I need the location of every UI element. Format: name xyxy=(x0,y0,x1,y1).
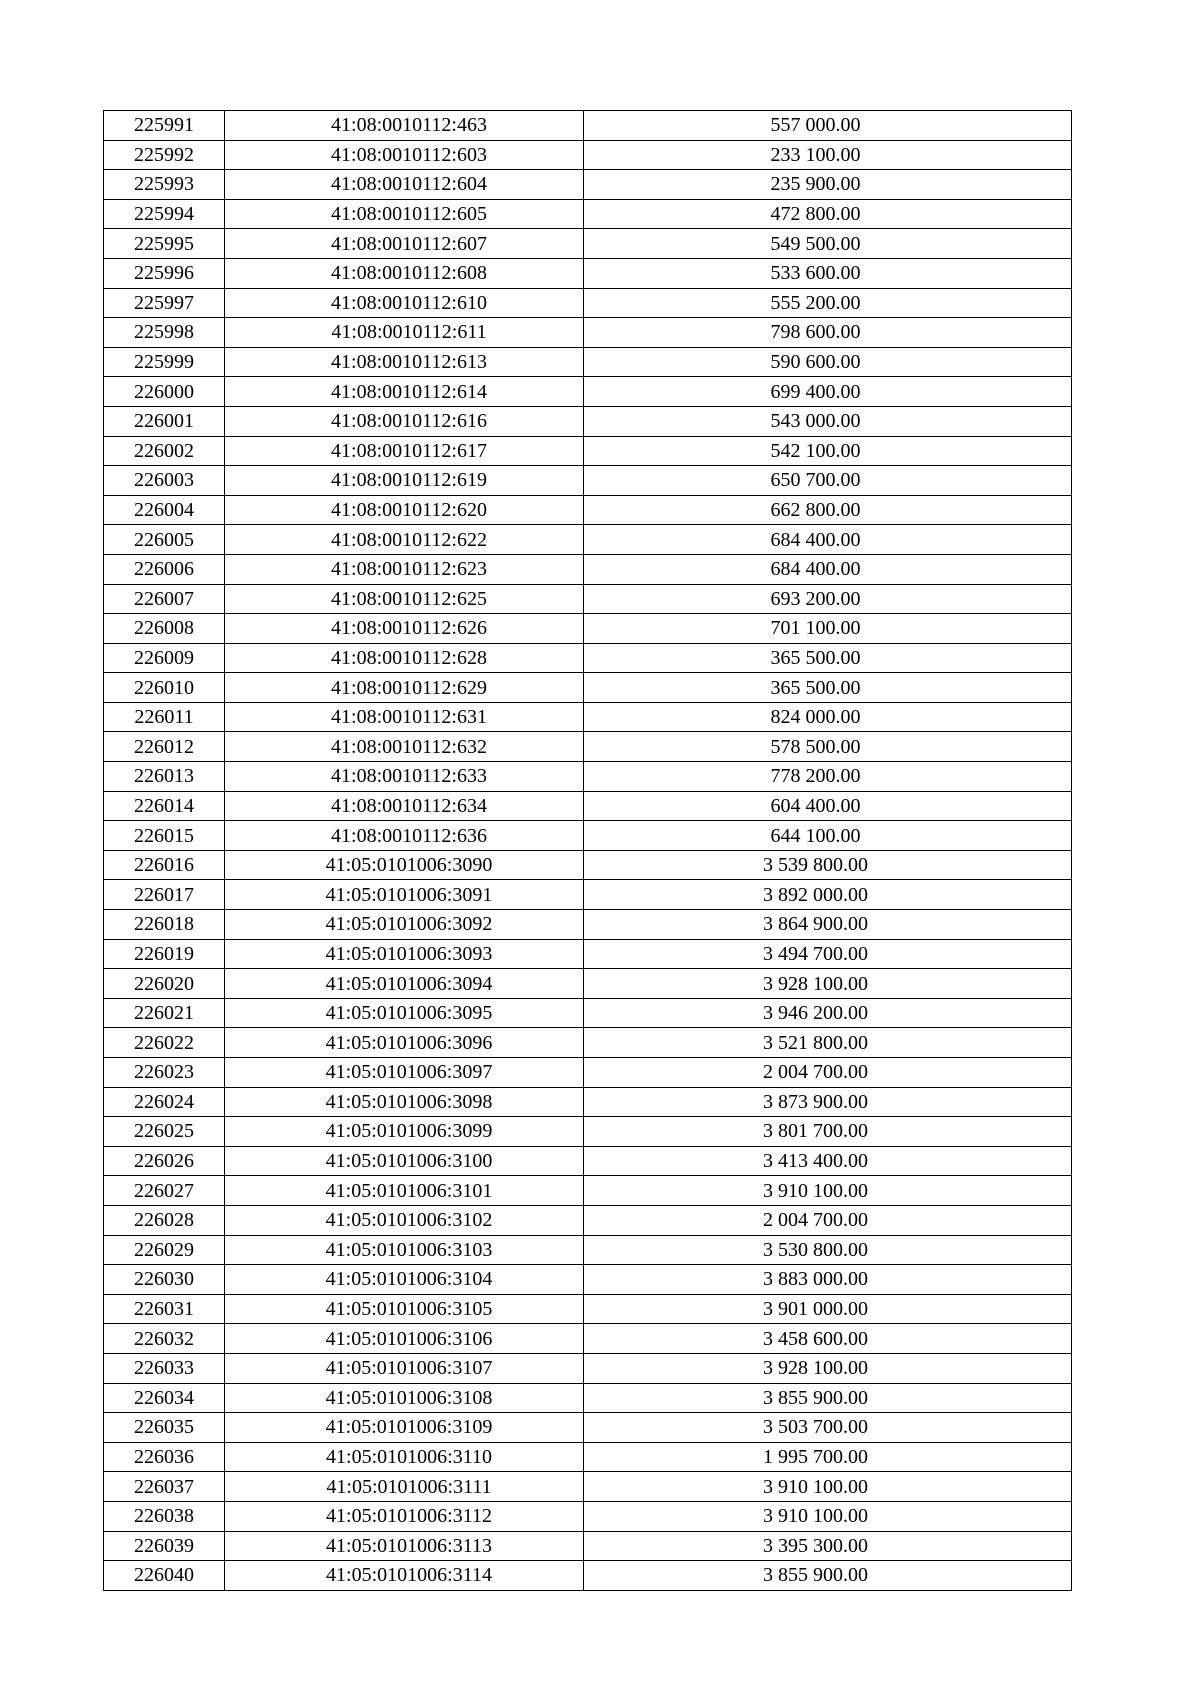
cadastral-value-cell: 3 910 100.00 xyxy=(584,1501,1072,1531)
row-number-cell: 226018 xyxy=(104,910,225,940)
cadastral-number-cell: 41:05:0101006:3107 xyxy=(225,1353,584,1383)
table-row xyxy=(104,1028,1072,1058)
table-row xyxy=(104,584,1072,614)
cadastral-number-cell: 41:08:0010112:633 xyxy=(225,762,584,792)
cadastral-value-cell: 3 503 700.00 xyxy=(584,1413,1072,1443)
cadastral-value-cell: 557 000.00 xyxy=(584,111,1072,141)
cadastral-number-cell: 41:05:0101006:3103 xyxy=(225,1235,584,1265)
table-row xyxy=(104,1353,1072,1383)
row-number-cell: 225998 xyxy=(104,318,225,348)
cadastral-value-cell: 2 004 700.00 xyxy=(584,1205,1072,1235)
cadastral-value-cell: 3 928 100.00 xyxy=(584,969,1072,999)
table-row xyxy=(104,140,1072,170)
cadastral-value-cell: 3 395 300.00 xyxy=(584,1531,1072,1561)
cadastral-number-cell: 41:05:0101006:3091 xyxy=(225,880,584,910)
cadastral-value-cell: 3 539 800.00 xyxy=(584,850,1072,880)
row-number-cell: 225993 xyxy=(104,170,225,200)
cadastral-value-cell: 662 800.00 xyxy=(584,495,1072,525)
cadastral-number-cell: 41:05:0101006:3114 xyxy=(225,1561,584,1591)
table-row xyxy=(104,1235,1072,1265)
table-row xyxy=(104,850,1072,880)
cadastral-value-cell: 578 500.00 xyxy=(584,732,1072,762)
table-row xyxy=(104,821,1072,851)
cadastral-number-cell: 41:08:0010112:634 xyxy=(225,791,584,821)
row-number-cell: 226017 xyxy=(104,880,225,910)
cadastral-number-cell: 41:08:0010112:603 xyxy=(225,140,584,170)
cadastral-value-cell: 701 100.00 xyxy=(584,614,1072,644)
cadastral-number-cell: 41:05:0101006:3092 xyxy=(225,910,584,940)
cadastral-value-cell: 533 600.00 xyxy=(584,258,1072,288)
cadastral-number-cell: 41:05:0101006:3109 xyxy=(225,1413,584,1443)
cadastral-value-cell: 3 883 000.00 xyxy=(584,1265,1072,1295)
row-number-cell: 226004 xyxy=(104,495,225,525)
cadastral-number-cell: 41:05:0101006:3096 xyxy=(225,1028,584,1058)
cadastral-number-cell: 41:08:0010112:605 xyxy=(225,199,584,229)
row-number-cell: 226005 xyxy=(104,525,225,555)
table-row xyxy=(104,1265,1072,1295)
cadastral-number-cell: 41:05:0101006:3112 xyxy=(225,1501,584,1531)
cadastral-number-cell: 41:08:0010112:626 xyxy=(225,614,584,644)
cadastral-value-cell: 3 855 900.00 xyxy=(584,1561,1072,1591)
cadastral-value-cell: 3 458 600.00 xyxy=(584,1324,1072,1354)
row-number-cell: 226000 xyxy=(104,377,225,407)
cadastral-number-cell: 41:08:0010112:604 xyxy=(225,170,584,200)
cadastral-number-cell: 41:08:0010112:620 xyxy=(225,495,584,525)
cadastral-number-cell: 41:05:0101006:3108 xyxy=(225,1383,584,1413)
cadastral-number-cell: 41:08:0010112:614 xyxy=(225,377,584,407)
table-row xyxy=(104,1472,1072,1502)
cadastral-value-cell: 365 500.00 xyxy=(584,673,1072,703)
cadastral-value-cell: 233 100.00 xyxy=(584,140,1072,170)
row-number-cell: 225997 xyxy=(104,288,225,318)
cadastral-number-cell: 41:05:0101006:3094 xyxy=(225,969,584,999)
table-row xyxy=(104,406,1072,436)
table-row xyxy=(104,1324,1072,1354)
cadastral-number-cell: 41:05:0101006:3104 xyxy=(225,1265,584,1295)
row-number-cell: 226015 xyxy=(104,821,225,851)
row-number-cell: 226001 xyxy=(104,406,225,436)
table-row xyxy=(104,910,1072,940)
cadastral-value-cell: 684 400.00 xyxy=(584,554,1072,584)
table-row xyxy=(104,436,1072,466)
row-number-cell: 226008 xyxy=(104,614,225,644)
cadastral-number-cell: 41:05:0101006:3105 xyxy=(225,1294,584,1324)
cadastral-number-cell: 41:08:0010112:632 xyxy=(225,732,584,762)
row-number-cell: 226030 xyxy=(104,1265,225,1295)
table-row xyxy=(104,791,1072,821)
cadastral-number-cell: 41:08:0010112:608 xyxy=(225,258,584,288)
cadastral-value-cell: 3 928 100.00 xyxy=(584,1353,1072,1383)
row-number-cell: 226013 xyxy=(104,762,225,792)
cadastral-number-cell: 41:08:0010112:628 xyxy=(225,643,584,673)
cadastral-value-cell: 824 000.00 xyxy=(584,702,1072,732)
table-row xyxy=(104,880,1072,910)
row-number-cell: 226011 xyxy=(104,702,225,732)
table-row xyxy=(104,1413,1072,1443)
table-row xyxy=(104,1117,1072,1147)
cadastral-number-cell: 41:08:0010112:617 xyxy=(225,436,584,466)
table-row xyxy=(104,288,1072,318)
cadastral-number-cell: 41:05:0101006:3111 xyxy=(225,1472,584,1502)
table-row xyxy=(104,377,1072,407)
row-number-cell: 226002 xyxy=(104,436,225,466)
cadastral-value-cell: 650 700.00 xyxy=(584,466,1072,496)
cadastral-number-cell: 41:05:0101006:3100 xyxy=(225,1146,584,1176)
table-row xyxy=(104,318,1072,348)
table-row xyxy=(104,614,1072,644)
table-body xyxy=(104,111,1072,1591)
row-number-cell: 226035 xyxy=(104,1413,225,1443)
row-number-cell: 225995 xyxy=(104,229,225,259)
cadastral-number-cell: 41:08:0010112:619 xyxy=(225,466,584,496)
cadastral-value-cell: 555 200.00 xyxy=(584,288,1072,318)
table-row xyxy=(104,495,1072,525)
row-number-cell: 226010 xyxy=(104,673,225,703)
cadastral-value-cell: 3 801 700.00 xyxy=(584,1117,1072,1147)
table-row xyxy=(104,702,1072,732)
table-row xyxy=(104,258,1072,288)
table-row xyxy=(104,762,1072,792)
cadastral-value-cell: 644 100.00 xyxy=(584,821,1072,851)
row-number-cell: 226021 xyxy=(104,998,225,1028)
cadastral-value-cell: 3 855 900.00 xyxy=(584,1383,1072,1413)
cadastral-number-cell: 41:05:0101006:3110 xyxy=(225,1442,584,1472)
cadastral-value-cell: 365 500.00 xyxy=(584,643,1072,673)
table-row xyxy=(104,525,1072,555)
cadastral-number-cell: 41:05:0101006:3113 xyxy=(225,1531,584,1561)
table-row xyxy=(104,1561,1072,1591)
cadastral-number-cell: 41:08:0010112:631 xyxy=(225,702,584,732)
table-row xyxy=(104,199,1072,229)
cadastral-number-cell: 41:08:0010112:613 xyxy=(225,347,584,377)
cadastral-value-cell: 543 000.00 xyxy=(584,406,1072,436)
table-row xyxy=(104,732,1072,762)
row-number-cell: 226019 xyxy=(104,939,225,969)
cadastral-value-cell: 3 521 800.00 xyxy=(584,1028,1072,1058)
row-number-cell: 226037 xyxy=(104,1472,225,1502)
cadastral-value-cell: 699 400.00 xyxy=(584,377,1072,407)
cadastral-value-cell: 235 900.00 xyxy=(584,170,1072,200)
row-number-cell: 226006 xyxy=(104,554,225,584)
table-row xyxy=(104,643,1072,673)
row-number-cell: 225999 xyxy=(104,347,225,377)
cadastral-value-cell: 604 400.00 xyxy=(584,791,1072,821)
row-number-cell: 226020 xyxy=(104,969,225,999)
cadastral-value-cell: 684 400.00 xyxy=(584,525,1072,555)
row-number-cell: 226016 xyxy=(104,850,225,880)
table-row xyxy=(104,1087,1072,1117)
row-number-cell: 225994 xyxy=(104,199,225,229)
table-row xyxy=(104,1205,1072,1235)
row-number-cell: 226025 xyxy=(104,1117,225,1147)
cadastral-value-cell: 3 864 900.00 xyxy=(584,910,1072,940)
cadastral-number-cell: 41:05:0101006:3102 xyxy=(225,1205,584,1235)
cadastral-number-cell: 41:05:0101006:3093 xyxy=(225,939,584,969)
cadastral-value-table xyxy=(103,110,1072,1591)
cadastral-value-cell: 693 200.00 xyxy=(584,584,1072,614)
cadastral-value-cell: 590 600.00 xyxy=(584,347,1072,377)
table-row xyxy=(104,939,1072,969)
row-number-cell: 226023 xyxy=(104,1058,225,1088)
row-number-cell: 226031 xyxy=(104,1294,225,1324)
row-number-cell: 226033 xyxy=(104,1353,225,1383)
cadastral-value-cell: 3 892 000.00 xyxy=(584,880,1072,910)
row-number-cell: 226007 xyxy=(104,584,225,614)
cadastral-number-cell: 41:08:0010112:623 xyxy=(225,554,584,584)
cadastral-number-cell: 41:08:0010112:629 xyxy=(225,673,584,703)
table-row xyxy=(104,111,1072,141)
table-row xyxy=(104,170,1072,200)
row-number-cell: 226027 xyxy=(104,1176,225,1206)
cadastral-value-cell: 3 901 000.00 xyxy=(584,1294,1072,1324)
row-number-cell: 226040 xyxy=(104,1561,225,1591)
cadastral-value-cell: 3 946 200.00 xyxy=(584,998,1072,1028)
row-number-cell: 226012 xyxy=(104,732,225,762)
table-row xyxy=(104,229,1072,259)
table-row xyxy=(104,1501,1072,1531)
row-number-cell: 225991 xyxy=(104,111,225,141)
row-number-cell: 226026 xyxy=(104,1146,225,1176)
table-row xyxy=(104,1383,1072,1413)
cadastral-value-cell: 542 100.00 xyxy=(584,436,1072,466)
table-row xyxy=(104,998,1072,1028)
cadastral-number-cell: 41:08:0010112:463 xyxy=(225,111,584,141)
cadastral-number-cell: 41:05:0101006:3098 xyxy=(225,1087,584,1117)
cadastral-value-cell: 2 004 700.00 xyxy=(584,1058,1072,1088)
row-number-cell: 226039 xyxy=(104,1531,225,1561)
row-number-cell: 226034 xyxy=(104,1383,225,1413)
row-number-cell: 226032 xyxy=(104,1324,225,1354)
row-number-cell: 226003 xyxy=(104,466,225,496)
table-row xyxy=(104,1531,1072,1561)
cadastral-value-cell: 3 910 100.00 xyxy=(584,1176,1072,1206)
cadastral-number-cell: 41:08:0010112:622 xyxy=(225,525,584,555)
cadastral-value-cell: 3 530 800.00 xyxy=(584,1235,1072,1265)
cadastral-number-cell: 41:05:0101006:3095 xyxy=(225,998,584,1028)
cadastral-number-cell: 41:08:0010112:611 xyxy=(225,318,584,348)
table-row xyxy=(104,1294,1072,1324)
cadastral-value-cell: 3 910 100.00 xyxy=(584,1472,1072,1502)
cadastral-number-cell: 41:08:0010112:636 xyxy=(225,821,584,851)
cadastral-number-cell: 41:05:0101006:3090 xyxy=(225,850,584,880)
cadastral-number-cell: 41:05:0101006:3101 xyxy=(225,1176,584,1206)
row-number-cell: 226024 xyxy=(104,1087,225,1117)
table-row xyxy=(104,466,1072,496)
cadastral-number-cell: 41:05:0101006:3106 xyxy=(225,1324,584,1354)
row-number-cell: 225996 xyxy=(104,258,225,288)
row-number-cell: 226009 xyxy=(104,643,225,673)
table-row xyxy=(104,554,1072,584)
table-row xyxy=(104,1146,1072,1176)
cadastral-number-cell: 41:08:0010112:607 xyxy=(225,229,584,259)
table-row xyxy=(104,1058,1072,1088)
row-number-cell: 226036 xyxy=(104,1442,225,1472)
table-row xyxy=(104,969,1072,999)
cadastral-value-cell: 472 800.00 xyxy=(584,199,1072,229)
cadastral-number-cell: 41:08:0010112:625 xyxy=(225,584,584,614)
cadastral-value-cell: 3 413 400.00 xyxy=(584,1146,1072,1176)
table-row xyxy=(104,673,1072,703)
cadastral-value-cell: 778 200.00 xyxy=(584,762,1072,792)
table-row xyxy=(104,1442,1072,1472)
cadastral-number-cell: 41:05:0101006:3097 xyxy=(225,1058,584,1088)
cadastral-value-cell: 549 500.00 xyxy=(584,229,1072,259)
cadastral-value-cell: 3 494 700.00 xyxy=(584,939,1072,969)
row-number-cell: 226022 xyxy=(104,1028,225,1058)
cadastral-value-cell: 3 873 900.00 xyxy=(584,1087,1072,1117)
cadastral-number-cell: 41:08:0010112:610 xyxy=(225,288,584,318)
cadastral-number-cell: 41:05:0101006:3099 xyxy=(225,1117,584,1147)
row-number-cell: 226038 xyxy=(104,1501,225,1531)
cadastral-number-cell: 41:08:0010112:616 xyxy=(225,406,584,436)
table-row xyxy=(104,347,1072,377)
row-number-cell: 226029 xyxy=(104,1235,225,1265)
row-number-cell: 225992 xyxy=(104,140,225,170)
row-number-cell: 226028 xyxy=(104,1205,225,1235)
cadastral-value-cell: 798 600.00 xyxy=(584,318,1072,348)
table-row xyxy=(104,1176,1072,1206)
cadastral-value-cell: 1 995 700.00 xyxy=(584,1442,1072,1472)
row-number-cell: 226014 xyxy=(104,791,225,821)
